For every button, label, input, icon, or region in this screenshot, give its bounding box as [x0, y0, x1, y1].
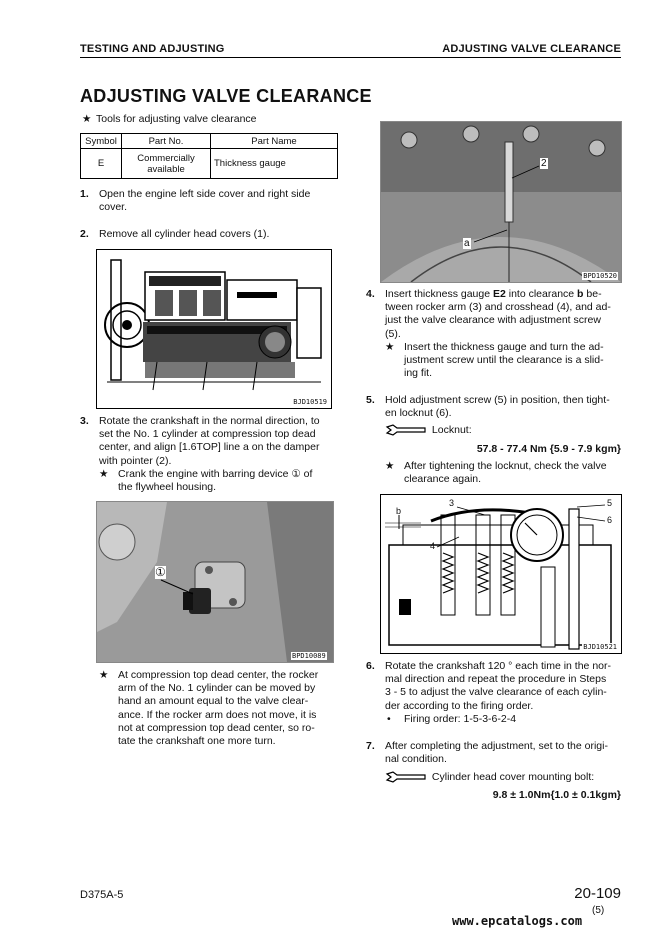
figure-id: BPD10089: [292, 652, 326, 660]
tools-intro: ★ Tools for adjusting valve clearance: [82, 113, 257, 125]
barring-drawing: [97, 502, 333, 662]
step-3: 3. Rotate the crankshaft in the normal direction, to set the No. 1 cylinder at compression top dead center, and align [1.6TOP] line a on the damper with pointer (2). ★ Crank the engine with barring device ① of the flywheel housing.: [80, 415, 320, 494]
engine-figure: [96, 249, 332, 409]
table-cell: Commercially available: [122, 149, 211, 179]
callout-2: 2: [541, 158, 547, 169]
header-rule: [80, 57, 621, 58]
header-right: ADJUSTING VALVE CLEARANCE: [442, 43, 621, 55]
header-left: TESTING AND ADJUSTING: [80, 43, 225, 55]
wrench-icon: [385, 424, 429, 436]
table-header: Part No.: [122, 134, 211, 149]
page-title: ADJUSTING VALVE CLEARANCE: [80, 86, 372, 106]
watermark: www.epcatalogs.com: [452, 914, 583, 928]
step-3-note: ★ At compression top dead center, the rocker arm of the No. 1 cylinder can be moved by hand an amount equal to the valve clear- ance. If the rocker arm does not move, it is not at compression top dead center, so ro- tate the crankshaft one more turn.: [99, 669, 319, 748]
star-icon: ★: [385, 460, 395, 472]
figure-id: BJD10519: [293, 398, 327, 406]
step-5: 5. Hold adjustment screw (5) in position, then tight- en locknut (6).: [366, 394, 610, 420]
locknut-torque-value: 57.8 - 77.4 Nm {5.9 - 7.9 kgm}: [476, 443, 621, 455]
valve-leaders: [381, 495, 621, 653]
table-cell: E: [81, 149, 122, 179]
star-icon: ★: [82, 113, 92, 125]
footer-model: D375A-5: [80, 889, 124, 901]
footer-revision: (5): [592, 905, 605, 916]
callout-b: b: [396, 506, 402, 516]
callout-4: 4: [430, 541, 436, 551]
table-header: Symbol: [81, 134, 122, 149]
cover-bolt-torque-value: 9.8 ± 1.0Nm{1.0 ± 0.1kgm}: [492, 789, 621, 801]
star-icon: ★: [99, 669, 109, 681]
callout-1: ①: [155, 565, 166, 579]
bullet-icon: •: [387, 712, 391, 725]
cover-bolt-torque: Cylinder head cover mounting bolt:: [385, 771, 622, 784]
star-icon: ★: [385, 340, 395, 353]
callout-5: 5: [607, 498, 613, 508]
figure-id: BJD10521: [583, 643, 617, 651]
step-4: 4. Insert thickness gauge E2 into clearance b be- tween rocker arm (3) and crosshead (4), and ad- just the valve clearance with adjustment screw (5). ★ Insert the thickness gauge and turn the ad- justment screw until the clearance is a slid- ing fit.: [366, 288, 611, 380]
locknut-torque: Locknut:: [385, 424, 622, 437]
damper-leaders: [381, 122, 621, 282]
callout-6: 6: [607, 515, 613, 525]
damper-photo: [380, 121, 622, 283]
figure-id: BPD10520: [583, 272, 617, 280]
valve-figure: [380, 494, 622, 654]
step-7: 7. After completing the adjustment, set to the origi- nal condition.: [366, 740, 608, 766]
footer-page: 20-109: [574, 885, 621, 902]
step-5-note: ★ After tightening the locknut, check the valve clearance again.: [385, 460, 607, 486]
table-header: Part Name: [211, 134, 338, 149]
callout-3: 3: [449, 498, 455, 508]
wrench-icon: [385, 771, 429, 783]
step-2: 2. Remove all cylinder head covers (1).: [80, 228, 270, 240]
step-1: 1. Open the engine left side cover and right side cover.: [80, 188, 311, 214]
barring-photo: [96, 501, 334, 663]
step-6: 6. Rotate the crankshaft 120 ° each time in the nor- mal direction and repeat the procedure in Steps 3 - 5 to adjust the valve clearance of each cylin- der according to the firing order. • Firing order: 1-5-3-6-2-4: [366, 660, 611, 725]
callout-a: a: [464, 238, 470, 249]
engine-drawing: [97, 250, 331, 408]
star-icon: ★: [99, 467, 109, 480]
table-cell: Thickness gauge: [211, 149, 338, 179]
tools-table: [80, 133, 338, 179]
